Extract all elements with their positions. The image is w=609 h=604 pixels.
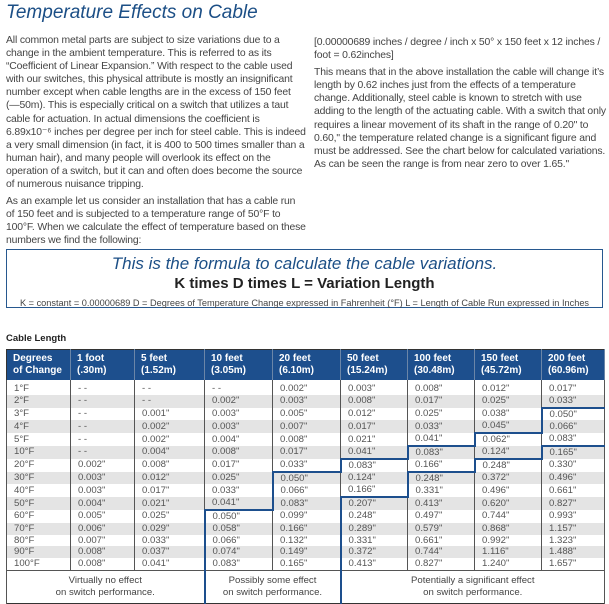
variation-cell: 0.083": [542, 433, 605, 446]
paragraph: This means that in the above installation the cable will change it’s length by 0.62 inches just from the effects of a temperature change. Additionally, steel cable is known to stretch with use adding to the length of the actuating cable. With a switch that only requires a linear movement of its shaft in the range of 0.20" to 0.60," the temperature related change is a significant figure and must be addressed. See the chart below for calculated variations. As can be seen the range is from near zero to over 1.65.": [314, 67, 606, 170]
variation-cell: 0.025": [475, 395, 542, 408]
variation-cell: 0.017": [341, 420, 408, 433]
table-row: [7, 395, 605, 408]
header-line: (1.52m): [141, 365, 177, 376]
variation-cell: 0.149": [273, 546, 341, 558]
header-line: (30.48m): [414, 365, 455, 376]
variation-cell: 0.003": [205, 420, 273, 433]
variation-cell: 0.041": [205, 497, 273, 510]
variation-cell: 0.033": [273, 459, 341, 472]
variation-cell: 0.007": [273, 420, 341, 433]
column-header: [71, 350, 135, 381]
effect-line: Potentially a significant effect: [410, 574, 535, 586]
paragraph: As an example let us consider an installation that has a cable run of 150 feet and is subjected to a temperature range of 50°F to 100°F. When we calculate the effect of temperature based on these numbers we find the following:: [6, 196, 306, 247]
variation-cell: 0.992": [475, 535, 542, 547]
variation-cell: 0.868": [475, 523, 542, 535]
paragraph: All common metal parts are subject to size variations due to a change in the ambient temperature. This is referred to as its “Coefficient of Linear Expansion.” With respect to the cable used with our switches, this physical attribute is mostly an insignificant number except when cable lengths are in the excess of 150 feet (—50m). This is especially critical on a switch that utilizes a taut cable for actuation. In actual dimensions the coefficient is 6.89x10⁻⁶ inches per degree per inch for steel cable. This is indeed a very small dimension (in fact, it is 400 to 500 times smaller than a human hair), and many people will overlook its effect on the operation of a switch, but it can and often does become the source of numerous nuisance tripping.: [6, 35, 306, 191]
variation-cell: 0.017": [273, 446, 341, 459]
degrees-cell: 20°F: [7, 459, 71, 472]
variation-cell: 0.050": [273, 472, 341, 485]
variation-cell: 0.330": [542, 459, 605, 472]
variation-cell: 0.207": [341, 497, 408, 510]
variation-cell: 0.012": [475, 383, 542, 395]
header-line: (15.24m): [347, 365, 388, 376]
variation-cell: 0.083": [408, 446, 475, 459]
effect-label: [205, 570, 341, 603]
variation-cell: 0.050": [205, 510, 273, 523]
variation-cell: 0.165": [273, 558, 341, 570]
table-row: [7, 472, 605, 485]
effect-label: [341, 570, 605, 603]
degrees-cell: 80°F: [7, 535, 71, 547]
effect-line: on switch performance.: [423, 586, 523, 598]
effect-label: [7, 570, 205, 603]
variation-cell: 0.827": [542, 497, 605, 510]
variation-cell: 0.993": [542, 510, 605, 523]
formula-heading: This is the formula to calculate the cable variations.: [111, 254, 498, 273]
header-line: 200 feet: [548, 353, 586, 364]
variation-cell: 0.062": [475, 433, 542, 446]
variation-cell: 0.017": [135, 484, 205, 497]
header-line: 100 feet: [414, 353, 452, 364]
effect-line: Virtually no effect: [68, 574, 142, 586]
variation-cell: 0.025": [135, 510, 205, 523]
variation-cell: 0.050": [542, 408, 605, 421]
variation-cell: 0.017": [205, 459, 273, 472]
degrees-cell: 90°F: [7, 546, 71, 558]
variation-cell: 0.579": [408, 523, 475, 535]
variation-cell: 0.166": [273, 523, 341, 535]
header-line: 5 feet: [141, 353, 168, 364]
degrees-cell: 2°F: [7, 395, 71, 408]
column-header: [135, 350, 205, 381]
table-row: [7, 535, 605, 547]
table-label: Cable Length: [6, 333, 67, 344]
column-header: [273, 350, 341, 381]
variation-cell: 0.041": [341, 446, 408, 459]
variation-cell: 0.166": [408, 459, 475, 472]
header-line: 50 feet: [347, 353, 379, 364]
variation-cell: 0.008": [71, 546, 135, 558]
variation-cell: 0.012": [341, 408, 408, 421]
variation-cell: 0.744": [475, 510, 542, 523]
degrees-cell: 50°F: [7, 497, 71, 510]
variation-cell: 0.004": [205, 433, 273, 446]
formula-legend: K = constant = 0.00000689 D = Degrees of Temperature Change expressed in Fahrenheit (°F) L = Length of Cable Run expressed in Inches: [19, 298, 590, 308]
variation-cell: 0.066": [542, 420, 605, 433]
header-line: (60.96m): [548, 365, 589, 376]
variation-cell: - -: [71, 395, 135, 408]
table-row: [7, 408, 605, 421]
variation-cell: 0.066": [273, 484, 341, 497]
column-header: [475, 350, 542, 381]
variation-cell: 0.033": [408, 420, 475, 433]
footer-row: [7, 570, 605, 603]
variation-cell: 1.157": [542, 523, 605, 535]
variation-cell: 0.496": [475, 484, 542, 497]
header-line: (6.10m): [279, 365, 315, 376]
variation-cell: 0.021": [341, 433, 408, 446]
variation-cell: 0.083": [205, 558, 273, 570]
variation-cell: 0.002": [135, 433, 205, 446]
variation-cell: 0.025": [408, 408, 475, 421]
variation-cell: 0.083": [273, 497, 341, 510]
variation-cell: 0.661": [408, 535, 475, 547]
variation-cell: 0.033": [135, 535, 205, 547]
variation-cell: 0.008": [273, 433, 341, 446]
variation-cell: 0.002": [205, 395, 273, 408]
variation-cell: 0.001": [135, 408, 205, 421]
variation-cell: 1.488": [542, 546, 605, 558]
variation-cell: - -: [71, 446, 135, 459]
variation-cell: - -: [71, 408, 135, 421]
variation-cell: 0.041": [408, 433, 475, 446]
variation-cell: 0.413": [341, 558, 408, 570]
table-row: [7, 420, 605, 433]
column-header: [7, 350, 71, 381]
variation-cell: - -: [135, 395, 205, 408]
variation-cell: 0.008": [341, 395, 408, 408]
variation-cell: 0.744": [408, 546, 475, 558]
variation-cell: 1.116": [475, 546, 542, 558]
variation-cell: 0.165": [542, 446, 605, 459]
variation-cell: 0.124": [475, 446, 542, 459]
table-row: [7, 546, 605, 558]
variation-cell: 0.005": [273, 408, 341, 421]
variation-cell: 0.005": [71, 510, 135, 523]
degrees-cell: 40°F: [7, 484, 71, 497]
variation-cell: 0.038": [475, 408, 542, 421]
degrees-cell: 1°F: [7, 383, 71, 395]
variation-cell: - -: [71, 420, 135, 433]
header-line: of Change: [13, 365, 62, 376]
column-header: [408, 350, 475, 381]
variation-cell: - -: [71, 383, 135, 395]
header-line: (45.72m): [481, 365, 522, 376]
header-line: 150 feet: [481, 353, 519, 364]
variation-cell: 0.041": [135, 558, 205, 570]
variation-cell: 0.008": [71, 558, 135, 570]
header-line: 20 feet: [279, 353, 311, 364]
example-text: [314, 36, 609, 175]
variation-cell: 0.003": [341, 383, 408, 395]
effect-line: Possibly some effect: [228, 574, 317, 586]
variation-cell: 0.007": [71, 535, 135, 547]
variation-cell: 0.003": [273, 395, 341, 408]
variation-cell: 0.002": [273, 383, 341, 395]
cable-variation-table: [6, 349, 605, 604]
variation-cell: 0.372": [475, 472, 542, 485]
variation-cell: 0.074": [205, 546, 273, 558]
degrees-cell: 60°F: [7, 510, 71, 523]
effect-line: on switch performance.: [55, 586, 155, 598]
table-row: [7, 459, 605, 472]
variation-cell: 0.017": [542, 383, 605, 395]
header-line: (3.05m): [211, 365, 247, 376]
table-row: [7, 446, 605, 459]
variation-cell: 0.496": [542, 472, 605, 485]
variation-cell: 0.099": [273, 510, 341, 523]
variation-cell: 0.003": [71, 472, 135, 485]
header-line: 1 foot: [77, 353, 105, 364]
variation-cell: 0.037": [135, 546, 205, 558]
variation-cell: - -: [71, 433, 135, 446]
variation-cell: 0.066": [205, 535, 273, 547]
variation-cell: 0.166": [341, 484, 408, 497]
degrees-cell: 70°F: [7, 523, 71, 535]
variation-cell: 0.002": [71, 459, 135, 472]
variation-cell: 0.372": [341, 546, 408, 558]
variation-cell: 0.002": [135, 420, 205, 433]
variation-cell: 0.004": [71, 497, 135, 510]
variation-cell: 0.003": [205, 408, 273, 421]
variation-cell: - -: [135, 383, 205, 395]
header-line: Degrees: [13, 353, 53, 364]
degrees-cell: 100°F: [7, 558, 71, 570]
column-header: [542, 350, 605, 381]
table-row: [7, 484, 605, 497]
calculation: [0.00000689 inches / degree / inch x 50° x 150 feet x 12 inches / foot = 0.62inches]: [314, 37, 601, 62]
variation-cell: 0.045": [475, 420, 542, 433]
variation-cell: 0.025": [205, 472, 273, 485]
variation-cell: 0.083": [341, 459, 408, 472]
variation-cell: 0.008": [205, 446, 273, 459]
variation-cell: 0.248": [408, 472, 475, 485]
variation-cell: 0.413": [408, 497, 475, 510]
variation-cell: 0.124": [341, 472, 408, 485]
degrees-cell: 3°F: [7, 408, 71, 421]
table-row: [7, 433, 605, 446]
variation-cell: 1.240": [475, 558, 542, 570]
effect-line: on switch performance.: [222, 586, 323, 598]
variation-cell: 0.033": [205, 484, 273, 497]
degrees-cell: 10°F: [7, 446, 71, 459]
variation-cell: 0.012": [135, 472, 205, 485]
variation-cell: 0.248": [341, 510, 408, 523]
variation-cell: 0.006": [71, 523, 135, 535]
variation-cell: 0.033": [542, 395, 605, 408]
header-line: (.30m): [77, 365, 107, 376]
variation-cell: 0.331": [341, 535, 408, 547]
table-row: [7, 523, 605, 535]
variation-cell: 0.008": [135, 459, 205, 472]
variation-cell: 0.331": [408, 484, 475, 497]
variation-cell: 0.289": [341, 523, 408, 535]
variation-cell: 0.003": [71, 484, 135, 497]
formula-box: [6, 249, 603, 308]
page-title: Temperature Effects on Cable: [6, 2, 258, 23]
table-row: [7, 383, 605, 395]
degrees-cell: 4°F: [7, 420, 71, 433]
variation-cell: 0.029": [135, 523, 205, 535]
variation-cell: - -: [205, 383, 273, 395]
table-row: [7, 558, 605, 570]
variation-cell: 1.323": [542, 535, 605, 547]
variation-cell: 0.248": [475, 459, 542, 472]
variation-cell: 0.008": [408, 383, 475, 395]
variation-cell: 0.021": [135, 497, 205, 510]
variation-cell: 0.058": [205, 523, 273, 535]
variation-cell: 0.661": [542, 484, 605, 497]
table-row: [7, 510, 605, 523]
header-line: 10 feet: [211, 353, 243, 364]
variation-cell: 0.497": [408, 510, 475, 523]
variation-cell: 0.620": [475, 497, 542, 510]
variation-cell: 0.017": [408, 395, 475, 408]
column-header: [205, 350, 273, 381]
variation-cell: 0.132": [273, 535, 341, 547]
table-row: [7, 497, 605, 510]
column-header: [341, 350, 408, 381]
variation-cell: 0.004": [135, 446, 205, 459]
variation-cell: 1.657": [542, 558, 605, 570]
degrees-cell: 5°F: [7, 433, 71, 446]
variation-cell: 0.827": [408, 558, 475, 570]
intro-text: [6, 34, 306, 252]
formula-equation: K times D times L = Variation Length: [174, 275, 435, 292]
degrees-cell: 30°F: [7, 472, 71, 485]
